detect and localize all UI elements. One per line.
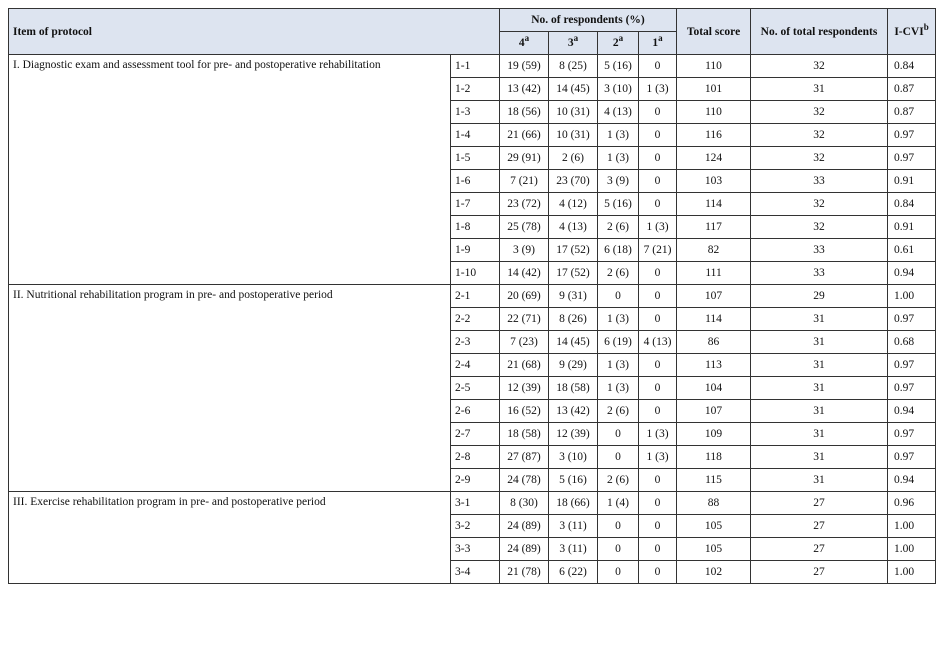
- cell-total-score: 105: [677, 538, 751, 561]
- cell-score-2: 0: [598, 561, 639, 584]
- table-row: [9, 492, 936, 515]
- cell-score-3: 17 (52): [549, 262, 598, 285]
- cell-score-2: 2 (6): [598, 469, 639, 492]
- cell-icvi: 0.94: [888, 469, 936, 492]
- cell-score-1: 1 (3): [639, 78, 677, 101]
- cell-total-score: 102: [677, 561, 751, 584]
- cell-score-2: 6 (19): [598, 331, 639, 354]
- cell-icvi: 0.94: [888, 400, 936, 423]
- cell-score-4: 22 (71): [500, 308, 549, 331]
- cell-score-1: 0: [639, 124, 677, 147]
- row-code: 2-4: [451, 354, 500, 377]
- header-total-respondents: No. of total respondents: [751, 9, 888, 55]
- cell-total-respondents: 33: [751, 239, 888, 262]
- cell-icvi: 0.97: [888, 423, 936, 446]
- cell-score-4: 3 (9): [500, 239, 549, 262]
- cell-score-1: 0: [639, 55, 677, 78]
- cell-total-respondents: 31: [751, 400, 888, 423]
- cell-score-4: 27 (87): [500, 446, 549, 469]
- cell-total-score: 124: [677, 147, 751, 170]
- cell-score-2: 4 (13): [598, 101, 639, 124]
- cell-score-2: 0: [598, 446, 639, 469]
- cell-score-3: 3 (11): [549, 515, 598, 538]
- cell-score-4: 14 (42): [500, 262, 549, 285]
- header-score-3: 3$^a$: [549, 32, 598, 55]
- cell-score-3: 10 (31): [549, 124, 598, 147]
- row-code: 2-9: [451, 469, 500, 492]
- cell-icvi: 0.91: [888, 216, 936, 239]
- cell-total-respondents: 31: [751, 469, 888, 492]
- cell-score-4: 7 (23): [500, 331, 549, 354]
- cell-icvi: 0.84: [888, 55, 936, 78]
- cell-score-2: 1 (4): [598, 492, 639, 515]
- cell-score-4: 25 (78): [500, 216, 549, 239]
- cell-score-1: 0: [639, 285, 677, 308]
- row-code: 1-2: [451, 78, 500, 101]
- cell-score-1: 0: [639, 377, 677, 400]
- table-row: [9, 285, 936, 308]
- cell-score-2: 2 (6): [598, 262, 639, 285]
- row-code: 3-4: [451, 561, 500, 584]
- cell-total-score: 115: [677, 469, 751, 492]
- section-title: III. Exercise rehabilitation program in pre- and postoperative period: [9, 492, 451, 584]
- cell-total-respondents: 31: [751, 377, 888, 400]
- cell-score-3: 5 (16): [549, 469, 598, 492]
- cell-score-2: 1 (3): [598, 354, 639, 377]
- cell-total-respondents: 31: [751, 354, 888, 377]
- cell-score-3: 12 (39): [549, 423, 598, 446]
- cell-score-3: 8 (26): [549, 308, 598, 331]
- cell-score-4: 13 (42): [500, 78, 549, 101]
- cell-icvi: 0.91: [888, 170, 936, 193]
- cell-score-1: 1 (3): [639, 423, 677, 446]
- header-item-of-protocol: Item of protocol: [9, 9, 500, 55]
- cell-score-1: 1 (3): [639, 216, 677, 239]
- cell-score-2: 2 (6): [598, 216, 639, 239]
- cell-score-2: 1 (3): [598, 124, 639, 147]
- cell-total-score: 114: [677, 308, 751, 331]
- cell-total-respondents: 32: [751, 216, 888, 239]
- cell-score-3: 17 (52): [549, 239, 598, 262]
- section-title: II. Nutritional rehabilitation program in pre- and postoperative period: [9, 285, 451, 492]
- cell-total-score: 86: [677, 331, 751, 354]
- cell-score-3: 3 (11): [549, 538, 598, 561]
- cell-total-respondents: 31: [751, 308, 888, 331]
- cell-total-respondents: 31: [751, 78, 888, 101]
- cell-score-2: 1 (3): [598, 147, 639, 170]
- header-total-score: Total score: [677, 9, 751, 55]
- cell-icvi: 0.97: [888, 354, 936, 377]
- row-code: 2-5: [451, 377, 500, 400]
- cell-score-1: 4 (13): [639, 331, 677, 354]
- cell-icvi: 0.94: [888, 262, 936, 285]
- cell-score-3: 18 (58): [549, 377, 598, 400]
- cell-score-3: 3 (10): [549, 446, 598, 469]
- header-score-1: 1$^a$: [639, 32, 677, 55]
- cell-score-1: 7 (21): [639, 239, 677, 262]
- cell-total-score: 105: [677, 515, 751, 538]
- cell-icvi: 0.97: [888, 124, 936, 147]
- cell-score-3: 14 (45): [549, 331, 598, 354]
- cell-icvi: 0.84: [888, 193, 936, 216]
- header-icvi: I-CVI$^b$: [888, 9, 936, 55]
- cell-score-4: 24 (78): [500, 469, 549, 492]
- cell-total-score: 101: [677, 78, 751, 101]
- cell-icvi: 0.87: [888, 101, 936, 124]
- cell-total-score: 107: [677, 285, 751, 308]
- header-respondents-group: No. of respondents (%): [500, 9, 677, 32]
- cell-icvi: 0.68: [888, 331, 936, 354]
- cell-total-score: 117: [677, 216, 751, 239]
- cell-total-score: 110: [677, 55, 751, 78]
- cell-score-3: 23 (70): [549, 170, 598, 193]
- cell-icvi: 0.97: [888, 147, 936, 170]
- cell-icvi: 0.97: [888, 377, 936, 400]
- cell-score-4: 18 (58): [500, 423, 549, 446]
- cell-score-3: 14 (45): [549, 78, 598, 101]
- cell-icvi: 0.97: [888, 308, 936, 331]
- cell-score-2: 0: [598, 285, 639, 308]
- cell-score-2: 6 (18): [598, 239, 639, 262]
- cvi-table: [8, 8, 936, 584]
- cell-score-4: 12 (39): [500, 377, 549, 400]
- cell-icvi: 0.87: [888, 78, 936, 101]
- table-row: [9, 55, 936, 78]
- cell-total-score: 114: [677, 193, 751, 216]
- cell-total-respondents: 31: [751, 423, 888, 446]
- cell-icvi: 1.00: [888, 561, 936, 584]
- cell-score-4: 20 (69): [500, 285, 549, 308]
- cell-total-respondents: 32: [751, 55, 888, 78]
- table-body: [9, 55, 936, 584]
- cell-total-respondents: 32: [751, 124, 888, 147]
- cell-icvi: 1.00: [888, 515, 936, 538]
- cell-score-2: 1 (3): [598, 377, 639, 400]
- cell-score-3: 18 (66): [549, 492, 598, 515]
- cell-score-1: 0: [639, 262, 677, 285]
- row-code: 3-2: [451, 515, 500, 538]
- table-header: [9, 9, 936, 55]
- row-code: 2-3: [451, 331, 500, 354]
- header-score-2: 2$^a$: [598, 32, 639, 55]
- cell-score-3: 6 (22): [549, 561, 598, 584]
- cell-score-2: 2 (6): [598, 400, 639, 423]
- cell-total-score: 109: [677, 423, 751, 446]
- cell-score-3: 9 (31): [549, 285, 598, 308]
- row-code: 1-5: [451, 147, 500, 170]
- cell-icvi: 0.97: [888, 446, 936, 469]
- cell-total-score: 113: [677, 354, 751, 377]
- cell-total-respondents: 27: [751, 492, 888, 515]
- cell-score-1: 0: [639, 515, 677, 538]
- cell-score-2: 5 (16): [598, 193, 639, 216]
- cell-total-respondents: 32: [751, 101, 888, 124]
- cell-score-4: 21 (68): [500, 354, 549, 377]
- header-score-4: 4$^a$: [500, 32, 549, 55]
- section-title: I. Diagnostic exam and assessment tool for pre- and postoperative rehabilitation: [9, 55, 451, 285]
- cell-score-3: 4 (13): [549, 216, 598, 239]
- row-code: 3-1: [451, 492, 500, 515]
- cell-total-respondents: 33: [751, 170, 888, 193]
- cell-score-1: 0: [639, 354, 677, 377]
- cell-total-score: 104: [677, 377, 751, 400]
- cell-score-3: 13 (42): [549, 400, 598, 423]
- cell-total-respondents: 33: [751, 262, 888, 285]
- cell-score-1: 0: [639, 561, 677, 584]
- row-code: 1-4: [451, 124, 500, 147]
- cell-score-3: 9 (29): [549, 354, 598, 377]
- cell-score-1: 0: [639, 538, 677, 561]
- cell-score-4: 7 (21): [500, 170, 549, 193]
- cell-total-score: 116: [677, 124, 751, 147]
- cell-score-2: 0: [598, 538, 639, 561]
- cell-total-respondents: 27: [751, 538, 888, 561]
- cell-total-score: 118: [677, 446, 751, 469]
- row-code: 1-10: [451, 262, 500, 285]
- row-code: 1-9: [451, 239, 500, 262]
- cell-total-score: 103: [677, 170, 751, 193]
- row-code: 1-6: [451, 170, 500, 193]
- row-code: 2-8: [451, 446, 500, 469]
- cell-icvi: 1.00: [888, 538, 936, 561]
- cell-total-score: 110: [677, 101, 751, 124]
- cell-score-1: 0: [639, 469, 677, 492]
- cell-total-score: 111: [677, 262, 751, 285]
- cell-score-3: 2 (6): [549, 147, 598, 170]
- cell-score-1: 0: [639, 400, 677, 423]
- cell-total-score: 82: [677, 239, 751, 262]
- cell-total-respondents: 31: [751, 331, 888, 354]
- cell-total-respondents: 32: [751, 193, 888, 216]
- cell-score-2: 3 (10): [598, 78, 639, 101]
- cell-score-4: 19 (59): [500, 55, 549, 78]
- cell-icvi: 0.61: [888, 239, 936, 262]
- cell-icvi: 1.00: [888, 285, 936, 308]
- cell-total-score: 107: [677, 400, 751, 423]
- cell-score-4: 16 (52): [500, 400, 549, 423]
- cell-total-respondents: 31: [751, 446, 888, 469]
- cell-score-1: 0: [639, 193, 677, 216]
- cell-score-4: 24 (89): [500, 515, 549, 538]
- cell-score-1: 0: [639, 147, 677, 170]
- cell-score-4: 29 (91): [500, 147, 549, 170]
- cell-score-4: 8 (30): [500, 492, 549, 515]
- cell-score-2: 5 (16): [598, 55, 639, 78]
- cell-total-score: 88: [677, 492, 751, 515]
- cell-total-respondents: 27: [751, 515, 888, 538]
- cell-score-4: 23 (72): [500, 193, 549, 216]
- cell-score-1: 1 (3): [639, 446, 677, 469]
- cell-score-1: 0: [639, 492, 677, 515]
- cell-icvi: 0.96: [888, 492, 936, 515]
- cell-score-2: 0: [598, 423, 639, 446]
- cell-score-4: 21 (78): [500, 561, 549, 584]
- cell-total-respondents: 32: [751, 147, 888, 170]
- cell-score-3: 8 (25): [549, 55, 598, 78]
- row-code: 2-2: [451, 308, 500, 331]
- cell-score-3: 4 (12): [549, 193, 598, 216]
- cell-score-1: 0: [639, 170, 677, 193]
- cell-score-4: 18 (56): [500, 101, 549, 124]
- cell-total-respondents: 27: [751, 561, 888, 584]
- row-code: 2-7: [451, 423, 500, 446]
- row-code: 2-1: [451, 285, 500, 308]
- cell-score-1: 0: [639, 308, 677, 331]
- cell-score-3: 10 (31): [549, 101, 598, 124]
- cell-score-4: 24 (89): [500, 538, 549, 561]
- row-code: 3-3: [451, 538, 500, 561]
- row-code: 2-6: [451, 400, 500, 423]
- cell-score-2: 3 (9): [598, 170, 639, 193]
- cell-score-1: 0: [639, 101, 677, 124]
- cell-score-2: 0: [598, 515, 639, 538]
- cell-score-2: 1 (3): [598, 308, 639, 331]
- row-code: 1-8: [451, 216, 500, 239]
- cell-score-4: 21 (66): [500, 124, 549, 147]
- row-code: 1-7: [451, 193, 500, 216]
- cell-total-respondents: 29: [751, 285, 888, 308]
- row-code: 1-1: [451, 55, 500, 78]
- row-code: 1-3: [451, 101, 500, 124]
